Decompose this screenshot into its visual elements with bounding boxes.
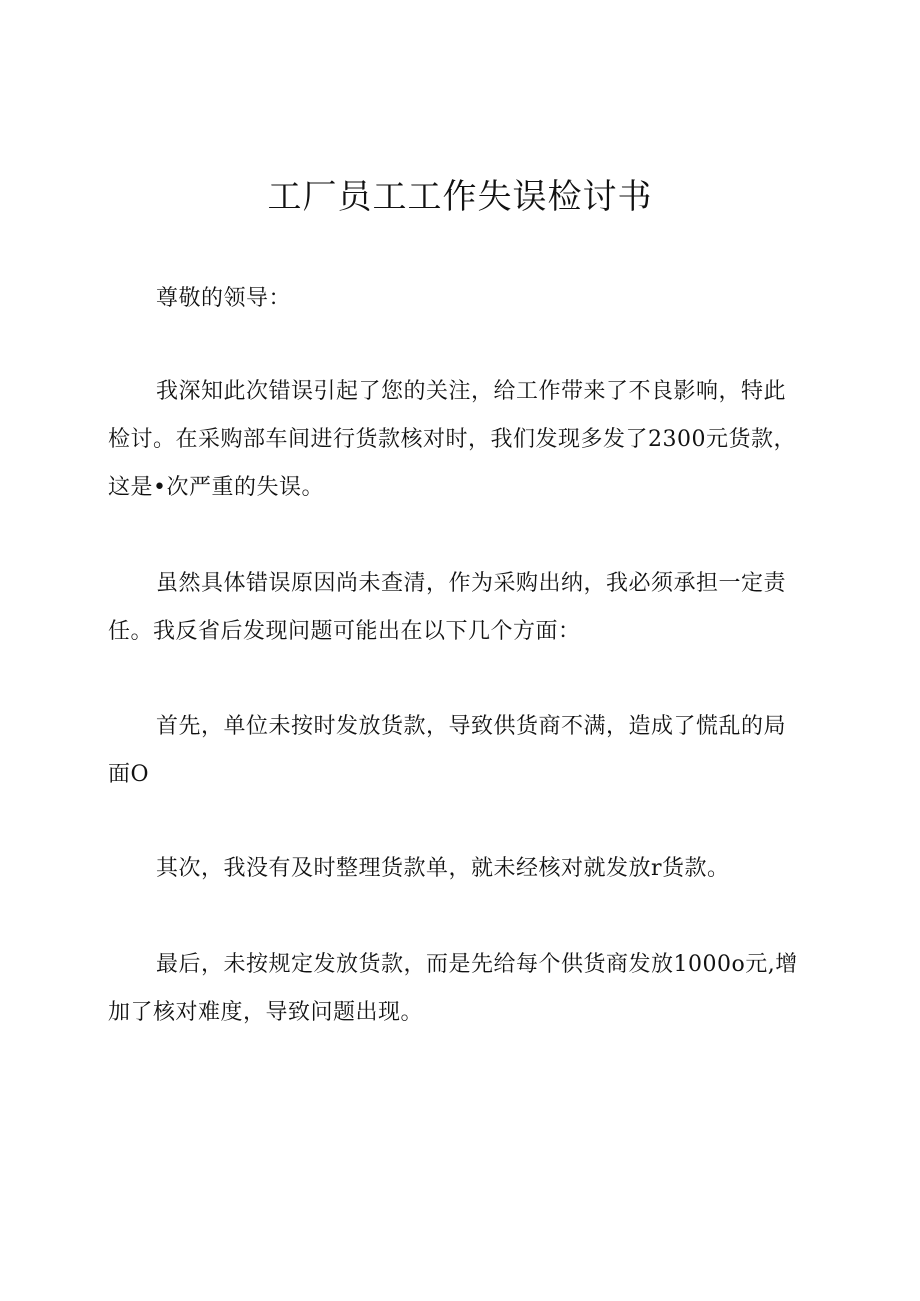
document-title: 工厂员工工作失误检讨书 <box>267 177 653 217</box>
paragraph-second-reason: 其次，我没有及时整理货款单，就未经核对就发放r货款。 <box>156 856 730 881</box>
paragraph-third-reason: 最后，未按规定发放货款，而是先给每个供货商发放1000o元,增加了核对难度，导致问题出现。 <box>108 952 798 1025</box>
paragraph-responsibility: 虽然具体错误原因尚未查清，作为采购出纳，我必须承担一定责任。我反省后发现问题可能出在以下几个方面： <box>108 571 787 644</box>
paragraph-apology: 我深知此次错误引起了您的关注，给工作带来了不良影响，特此检讨。在采购部车间进行货款核对时，我们发现多发了2300元货款，这是•次严重的失误。 <box>108 379 796 500</box>
salutation: 尊敬的领导： <box>156 286 292 311</box>
paragraph-first-reason: 首先，单位未按时发放货款，导致供货商不满，造成了慌乱的局面O <box>108 714 787 787</box>
